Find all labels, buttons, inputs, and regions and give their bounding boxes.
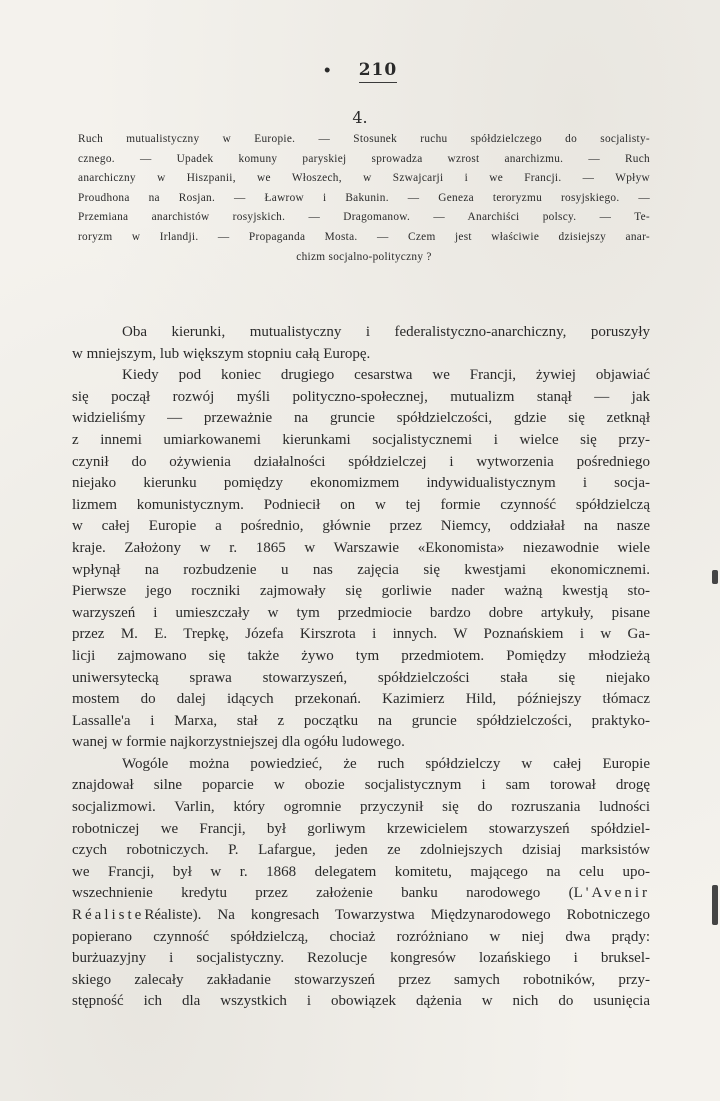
body-line: burżuazyjny i socjalistyczny. Rezolucje kongresów lozańskiego i bruksel- [72,950,650,967]
body-line: niejako kierunku pomiędzy ekonomizmem indywidualistycznym i socja- [72,475,650,492]
body-line: we Francji, był w r. 1868 delegatem komitetu, mającego na celu upo- [72,863,650,880]
header-bullet: • [322,63,333,79]
summary-line: cznego. — Upadek komuny paryskiej sprowadza wzrost anarchizmu. — Ruch [78,152,650,165]
body-line: lizmem komunistycznym. Podniecił on w tej formie czynność spółdzielczą [72,496,650,513]
body-line: znajdował silne poparcie w obozie socjalistycznym i sam torował drogę [72,777,650,794]
spaced-title-part-1: L'Avenir [573,885,650,902]
body-line-with-spaced-title [72,905,650,927]
summary-line: Proudhona na Rosjan. — Ławrow i Bakunin. — Geneza teroryzmu rosyjskiego. — [78,191,650,204]
body-line: Pierwsze jego roczniki zajmowały się gorliwie nader ważną kwestją sto- [72,583,650,600]
body-line-text: wszechnienie kredytu przez założenie banku narodowego ( [72,885,574,902]
body-line: wanej w formie najkorzystniejszej dla ogółu ludowego. [72,734,405,751]
body-line: socjalizmowi. Varlin, który ogromnie przyczynił się do rozruszania ludności [72,799,650,816]
body-line: wpłynął na rozbudzenie u nas zajęcia się kwestjami ekonomicznemi. [72,561,650,578]
body-line: Wogóle można powiedzieć, że ruch spółdzielczy w całej Europie [122,755,650,772]
body-line: mostem do dalej idących przekonań. Kazimierz Hild, późniejszy tłómacz [72,691,650,708]
chapter-summary [78,130,650,267]
body-line: w mniejszym, lub większym stopniu całą Europę. [72,345,371,362]
section-number: 4. [352,108,368,127]
body-line: robotniczej we Francji, był gorliwym krzewicielem stowarzyszeń spółdziel- [72,820,650,837]
body-line: Kiedy pod koniec drugiego cesarstwa we Francji, żywiej objawiać [122,367,650,384]
body-line-text: Réaliste). Na kongresach Towarzystwa Międzynarodowego Robotniczego [144,907,650,924]
summary-line: anarchiczny w Hiszpanii, we Włoszech, w Szwajcarji i we Francji. — Wpływ [78,172,650,185]
body-line: czych robotniczych. P. Lafargue, jeden ze zdolniejszych dzisiaj marksistów [72,842,650,859]
summary-line: Przemiana anarchistów rosyjskich. — Dragomanow. — Anarchiści polscy. — Te- [78,211,650,224]
summary-line: Ruch mutualistyczny w Europie. — Stosunek ruchu spółdzielczego do socjalisty- [78,133,650,145]
page-header [0,60,720,83]
body-line: licji zajmowano się także żywo tym przedmiotem. Pomiędzy młodzieżą [72,647,650,664]
body-line: Oba kierunki, mutualistyczny i federalistyczno-anarchiczny, poruszyły [122,324,650,340]
body-line: stępność ich dla wszystkich i obowiązek dążenia w nich do usunięcia [72,993,650,1010]
body-line: w całej Europie a pośrednio, głównie przez Niemcy, oddziałał na nasze [72,518,650,535]
body-line: skiego zalecały zakładanie stowarzyszeń przez samych robotników, przy- [72,971,650,988]
scan-edge-mark [712,570,718,584]
page-number: 210 [359,60,398,83]
scan-edge-mark [712,885,718,925]
body-line: się począł rozwój myśli polityczno-społecznej, mutualizm stanął — jak [72,388,650,405]
summary-line: roryzm w Irlandji. — Propaganda Mosta. — Czem jest właściwie dzisiejszy anar- [78,230,650,243]
body-line: widzieliśmy — przeważnie na gruncie spółdzielczości, gdzie się zetknął [72,410,650,427]
body-line-with-spaced-title [72,883,650,905]
spaced-title-part-2: Réaliste [72,907,145,924]
body-line: Lassalle'a i Marxa, stał z początku na gruncie spółdzielczości, praktyko- [72,712,650,729]
body-line: z innemi umiarkowanemi kierunkami socjalistycznemi i wielce się przy- [72,431,650,448]
summary-line: chizm socjalno-polityczny ? [296,250,432,263]
body-text [72,322,650,1013]
body-line: uniwersytecką sprawa stowarzyszeń, spółdzielczości stała się niejako [72,669,650,686]
body-line: popierano czynność spółdzielczą, chociaż rozróżniano w niej dwa prądy: [72,928,650,945]
body-line: warzyszeń i umieszczały w tym przedmiocie bardzo dobre artykuły, pisane [72,604,650,621]
body-line: kraje. Założony w r. 1865 w Warszawie «Ekonomista» niezawodnie wiele [72,539,650,556]
body-line: czynił do ożywienia działalności spółdzielczej i wytworzenia pośredniego [72,453,650,470]
body-line: przez M. E. Trepkę, Józefa Kirszrota i innych. W Poznańskiem i w Ga- [72,626,650,643]
